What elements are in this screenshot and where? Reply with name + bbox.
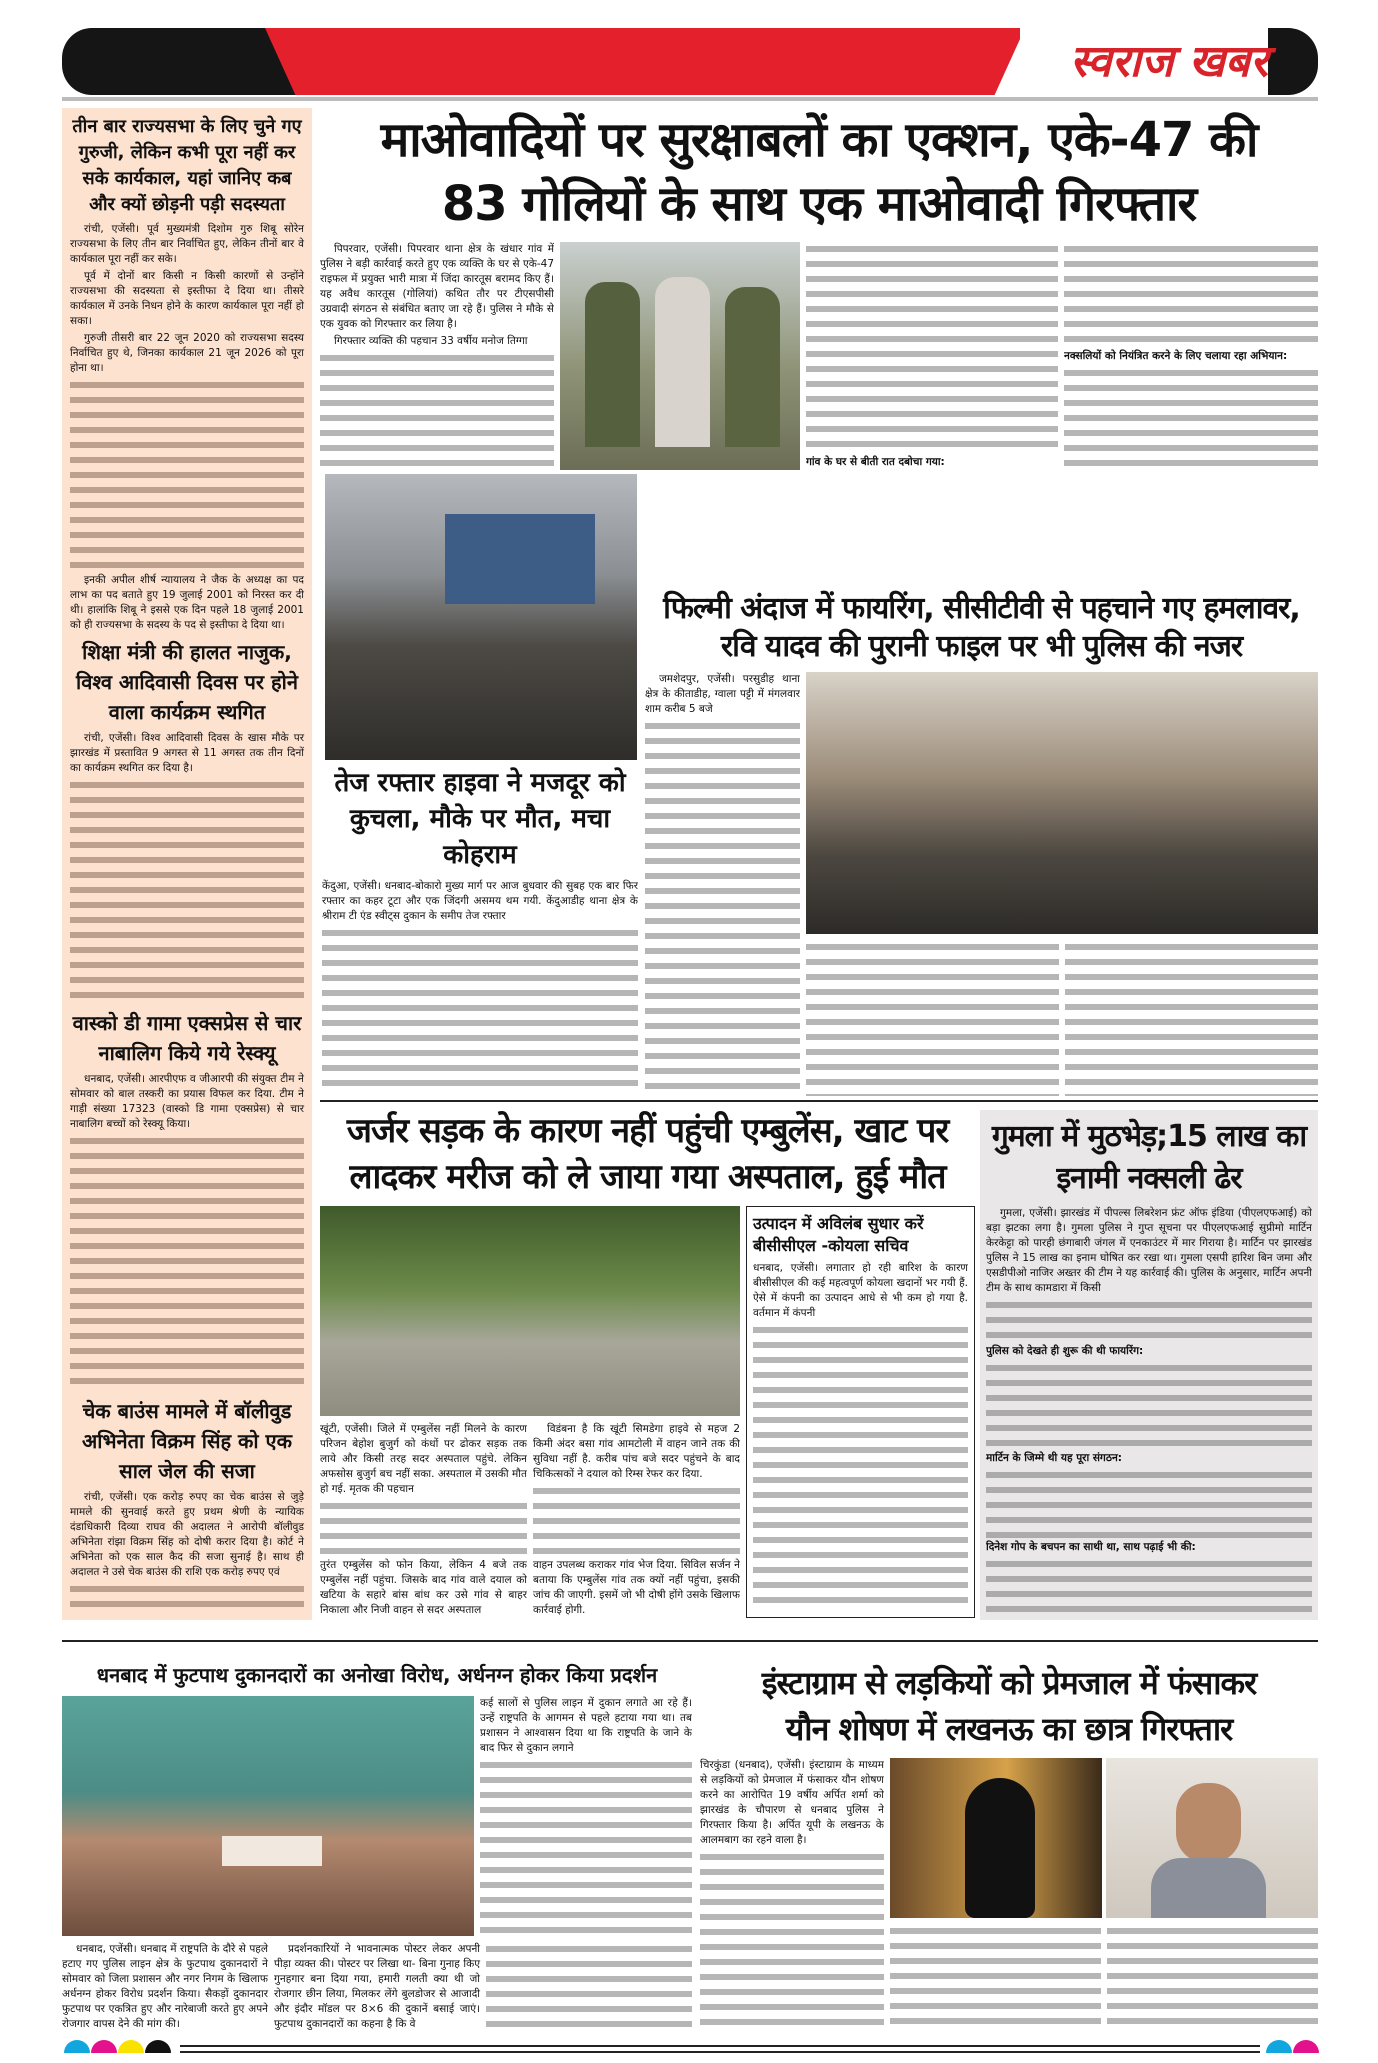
arrested-maoist-photo xyxy=(560,242,800,470)
headline-line: जर्जर सड़क के कारण नहीं पहुंची एम्बुलेंस, खाट पर xyxy=(346,1111,949,1151)
registration-mark-magenta xyxy=(1293,2040,1319,2053)
paragraph: धनबाद, एजेंसी। आरपीएफ व जीआरपी की संयुक्त टीम ने सोमवार को बाल तस्करी का प्रयास विफल कर दिया. टीम ने गाड़ी संख्या 17323 (वास्को डि गामा एक्सप्रेस) से चार नाबालिग बच्चों को रेस्क्यू किया। xyxy=(70,1072,304,1130)
paragraph: पूर्व में दोनों बार किसी न किसी कारणों से उन्होंने राज्यसभा की सदस्यता से इस्तीफा दे दिया था। तीसरे कार्यकाल में उनके निधन होने के कारण कार्यकाल पूरा नहीं हो सका। xyxy=(70,270,304,327)
text-lines xyxy=(986,1298,1312,1342)
highway-story xyxy=(322,765,638,1095)
text-lines xyxy=(480,1758,692,1936)
story-headline xyxy=(320,1108,975,1200)
story-headline: तीन बार राज्यसभा के लिए चुने गए गुरुजी, लेकिन कभी पूरा नहीं कर सके कार्यकाल, यहां जानिए कब और क्यों छोड़नी पड़ी सदस्यता xyxy=(72,116,302,215)
headline-line: यौन शोषण में लखनऊ का छात्र गिरफ्तार xyxy=(785,1710,1233,1748)
paragraph: धनबाद, एजेंसी। लगातार हो रही बारिश के कारण बीसीसीएल की कई महत्वपूर्ण कोयला खदानों भर गयी हैं. ऐसे में कंपनी का उत्पादन आधे से भी कम हो गया है. वर्तमान में कंपनी xyxy=(753,1262,968,1319)
paragraph: तुरंत एम्बुलेंस को फोन किया, लेकिन 4 बजे तक एम्बुलेंस नहीं पहुंचा. जिसके बाद गांव वाले दयाल को खटिया के सहारे बांस बांध कर उसे गांव से बाहर निकाला और निजी वाहन से सदर अस्पताल xyxy=(320,1559,527,1616)
story-headline: धनबाद में फुटपाथ दुकानदारों का अनोखा विरोध, अर्धनग्न होकर किया प्रदर्शन xyxy=(96,1663,658,1687)
headline-line: माओवादियों पर सुरक्षाबलों का एक्शन, एके-47 की xyxy=(380,112,1258,168)
paragraph: जमशेदपुर, एजेंसी। परसुडीह थाना क्षेत्र के कीताडीह, ग्वाला पट्टी में मंगलवार शाम करीब 5 बजे xyxy=(645,673,800,715)
story-body xyxy=(486,1942,692,2032)
main-story xyxy=(320,108,1318,470)
text-lines xyxy=(533,1484,740,1556)
registration-mark-yellow xyxy=(118,2040,144,2053)
box-body xyxy=(753,1261,968,1611)
subhead: गांव के घर से बीती रात दबोचा गया: xyxy=(806,456,945,468)
story-body xyxy=(70,222,304,633)
text-lines xyxy=(806,242,1058,453)
story-body xyxy=(480,1696,692,1936)
headline-line: रवि यादव की पुरानी फाइल पर भी पुलिस की नजर xyxy=(720,629,1243,664)
story-headline xyxy=(700,1660,1318,1752)
paragraph: वाहन उपलब्ध कराकर गांव भेज दिया. सिविल सर्जन ने बताया कि एम्बुलेंस गांव तक क्यों नहीं पहुंचा, इसकी जांच की जाएगी. इसमें जो भी दोषी होंगे उसके खिलाफ कार्रवाई होगी. xyxy=(533,1559,740,1616)
story-headline: गुमला में मुठभेड़;15 लाख का इनामी नक्सली ढेर xyxy=(991,1119,1307,1196)
story-body xyxy=(890,1924,1101,2032)
text-lines xyxy=(322,926,638,1095)
silhouette-photo xyxy=(890,1758,1102,1918)
story-body xyxy=(1065,940,1318,1096)
subhead: दिनेश गोप के बचपन का साथी था, साथ पढ़ाई भी की: xyxy=(986,1540,1196,1553)
headline-line: फिल्मी अंदाज में फायरिंग, सीसीटीवी से पहचाने गए हमलावर, xyxy=(663,591,1300,626)
paragraph: गुरुजी तीसरी बार 22 जून 2020 को राज्यसभा सदस्य निर्वाचित हुए थे, जिनका कार्यकाल 21 जून 2026 को पूरा होना था। xyxy=(70,332,304,374)
story-body xyxy=(274,1942,480,2032)
headline-line: 83 गोलियों के साथ एक माओवादी गिरफ्तार xyxy=(441,176,1197,232)
text-lines xyxy=(645,719,800,1096)
protest-photo xyxy=(62,1696,474,1936)
text-lines xyxy=(70,1582,304,1614)
story-body xyxy=(533,1422,740,1618)
paragraph: कई सालों से पुलिस लाइन में दुकान लगाते आ रहे हैं। उन्हें राष्ट्रपति के आगमन से पहले हटाया गया था। तब प्रशासन ने आश्वासन दिया था कि राष्ट्रपति के जाने के बाद फिर से दुकान लगाने xyxy=(480,1697,692,1754)
damaged-road-photo xyxy=(320,1206,740,1416)
text-lines xyxy=(70,378,304,571)
story-headline: तेज रफ्तार हाइवा ने मजदूर को कुचला, मौके पर मौत, मचा कोहराम xyxy=(334,768,626,870)
text-lines xyxy=(986,1557,1312,1614)
story-body xyxy=(700,1758,884,2032)
text-lines xyxy=(986,1361,1312,1449)
paragraph: खूंटी, एजेंसी। जिले में एम्बुलेंस नहीं मिलने के कारण परिजन बेहोश बुजुर्ग को कंधों पर ढोकर सड़क तक लाये और किसी तरह सदर अस्पताल पहुंचे. लेकिन अफसोस बुजुर्ग बच नहीं सका. अस्पताल में उसकी मौत हो गई. मृतक की पहचान xyxy=(320,1423,527,1495)
paragraph: केंदुआ, एजेंसी। धनबाद-बोकारो मुख्य मार्ग पर आज बुधवार की सुबह एक बार फिर रफ्तार का कहर टूटा और एक जिंदगी असमय थम गयी. केंदुआडीह थाना क्षेत्र के श्रीराम टी एंड स्वीट्स दुकान के समीप तेज रफ्तार xyxy=(322,880,638,922)
masthead-rule xyxy=(62,97,1318,101)
paragraph: रांची, एजेंसी। एक करोड़ रुपए का चेक बाउंस से जुड़े मामले की सुनवाई करते हुए प्रथम श्रेणी के न्यायिक दंडाधिकारी दिव्या राघव की अदालत ने आरोपी बॉलीवुड अभिनेता रांझा विक्रम सिंह को दोषी करार दिया है। कोर्ट ने अभिनेता को एक साल कैद की सजा सुनाई है। साथ ही अदालत ने उसे चेक बाउंस की राशि एक करोड़ रुपए एवं xyxy=(70,1490,304,1578)
subhead: पुलिस को देखते ही शुरू की थी फायरिंग: xyxy=(986,1344,1144,1357)
text-lines xyxy=(320,351,554,470)
headline-line: लादकर मरीज को ले जाया गया अस्पताल, हुई मौत xyxy=(349,1157,946,1197)
paragraph: गिरफ्तार व्यक्ति की पहचान 33 वर्षीय मनोज तिग्गा xyxy=(334,335,528,347)
text-lines xyxy=(1064,242,1318,347)
text-lines xyxy=(70,778,304,1004)
story-body xyxy=(986,1206,1312,1614)
registration-mark-black xyxy=(145,2040,171,2053)
subhead: नक्सलियों को नियंत्रित करने के लिए चलाया रहा अभियान: xyxy=(1064,349,1288,362)
paragraph: प्रदर्शनकारियों ने भावनात्मक पोस्टर लेकर अपनी पीड़ा व्यक्त की। पोस्टर पर लिखा था- बिना गुनाह किए गुनहगार बना दिया गया, हमारी गलती क्या थी जो रोजगार छीन लिया, मिलकर लेंगे बुलडोजर से आजादी और इंदौर मॉडल पर 8×6 की दुकानें बसाई जाएं। फुटपाथ दुकानदारों का कहना है कि वे xyxy=(274,1943,480,2030)
main-story-col4 xyxy=(1064,242,1318,470)
hospital-crowd-photo xyxy=(806,672,1318,934)
text-lines xyxy=(320,1499,527,1556)
box-headline: उत्पादन में अविलंब सुधार करें बीसीसीएल -कोयला सचिव xyxy=(753,1214,924,1255)
divider xyxy=(62,1640,1318,1642)
registration-mark-magenta xyxy=(91,2040,117,2053)
main-story-col1 xyxy=(320,242,554,470)
instagram-story xyxy=(700,1660,1318,2032)
registration-mark-cyan xyxy=(64,2040,90,2053)
highway-accident-photo xyxy=(325,474,637,760)
story-body xyxy=(806,940,1059,1096)
paragraph: इनकी अपील शीर्ष न्यायालय ने जैक के अध्यक्ष का पद लाभ का पद बताते हुए 19 जुलाई 2001 को निरस्त कर दी थी। हालांकि शिबू ने इससे एक दिन पहले 18 जुलाई 2001 को ही राज्यसभा के सदस्य के पद से इस्तीफा दे दिया था। xyxy=(70,574,304,632)
firing-story xyxy=(645,590,1318,1096)
footer-rule xyxy=(180,2045,1260,2053)
story-body xyxy=(322,879,638,1095)
divider xyxy=(320,1100,1318,1102)
paragraph: पिपरवार, एजेंसी। पिपरवार थाना क्षेत्र के खंधार गांव में पुलिस ने बड़ी कार्रवाई करते हुए एक व्यक्ति के घर से एके-47 राइफल में प्रयुक्त भारी मात्रा में जिंदा कारतूस बरामद किए हैं। यह अवैध कारतूस (गोलियां) कथित तौर पर टीएसपीसी उग्रवादी संगठन से संबंधित बताए जा रहे हैं। पुलिस ने मौके से एक युवक को गिरफ्तार कर लिया है। xyxy=(320,243,554,330)
story-body xyxy=(645,672,800,1096)
masthead-red-band xyxy=(265,28,1025,95)
paragraph: विडंबना है कि खूंटी सिमडेगा हाइवे से महज 2 किमी अंदर बसा गांव आमटोली में वाहन जाने तक की सुविधा नहीं है. करीब पांच बजे सदर पहुंचने के बाद चिकित्सकों ने दयाल को रिम्स रेफर कर दिया. xyxy=(533,1423,740,1480)
gumla-story-box xyxy=(980,1110,1318,1620)
text-lines xyxy=(70,1134,304,1392)
newspaper-logo: स्वराज खबर xyxy=(1069,36,1268,87)
story-body xyxy=(70,1490,304,1614)
story-headline: चेक बाउंस मामले में बॉलीवुड अभिनेता विक्रम सिंह को एक साल जेल की सजा xyxy=(82,1398,292,1483)
text-lines xyxy=(753,1323,968,1611)
paragraph: चिरकुंडा (धनबाद), एजेंसी। इंस्टाग्राम के माध्यम से लड़कियों को प्रेमजाल में फंसाकर यौन शोषण करने का आरोपित 19 वर्षीय अर्पित शर्मा को झारखंड के चौपारण से धनबाद पुलिस ने गिरफ्तार किया है। अर्पित यूपी के लखनऊ के आलमबाग का रहने वाला है। xyxy=(700,1759,884,1846)
story-headline xyxy=(645,590,1318,666)
main-story-col3 xyxy=(806,242,1058,470)
paragraph: धनबाद, एजेंसी। धनबाद में राष्ट्रपति के दौरे से पहले हटाए गए पुलिस लाइन क्षेत्र के फुटपाथ दुकानदारों ने सोमवार को जिला प्रशासन और नगर निगम के खिलाफ अर्धनग्न होकर विरोध प्रदर्शन किया। सैकड़ों दुकानदार फुटपाथ पर एकत्रित हुए और नारेबाजी करते हुए अपने रोजगार वापस देने की मांग की। xyxy=(62,1943,268,2030)
story-body xyxy=(70,1072,304,1392)
story-body xyxy=(70,731,304,1004)
paragraph: रांची, एजेंसी। पूर्व मुख्यमंत्री दिशोम गुरु शिबू सोरेन राज्यसभा के लिए तीन बार निर्वाचित हुए, लेकिन तीनों बार वे कार्यकाल पूरा नहीं कर सके। xyxy=(70,223,304,265)
left-column xyxy=(62,108,312,1620)
story-headline: शिक्षा मंत्री की हालत नाजुक, विश्व आदिवासी दिवस पर होने वाला कार्यक्रम स्थगित xyxy=(76,640,298,725)
main-headline xyxy=(320,108,1318,236)
accused-photo xyxy=(1106,1758,1318,1918)
registration-mark-cyan xyxy=(1266,2040,1292,2053)
paragraph: गुमला, एजेंसी। झारखंड में पीपल्स लिबरेशन फ्रंट ऑफ इंडिया (पीएलएफआई) को बड़ा झटका लगा है। गुमला पुलिस ने गुप्त सूचना पर पीएलएफआई सुप्रीमो मार्टिन केरकेट्टा को पारही छंगाबारी जंगल में एनकाउंटर में मार गिराया है। मार्टिन पर झारखंड पुलिस ने 15 लाख का इनाम घोषित कर रखा था। गुमला एसपी हारिश बिन जमा और एसडीपीओ नाजिर अख्तर की टीम ने यह कार्रवाई की। पुलिस के अनुसार, मार्टिन अपनी टीम के साथ कामडारा में किसी xyxy=(986,1207,1312,1294)
ambulance-story xyxy=(320,1108,975,1618)
text-lines xyxy=(986,1468,1312,1538)
story-body xyxy=(1107,1924,1318,2032)
text-lines xyxy=(1064,366,1318,471)
coal-secretary-box xyxy=(746,1206,975,1618)
story-body xyxy=(320,1422,527,1618)
text-lines xyxy=(700,1850,884,2032)
story-headline: वास्को डी गामा एक्सप्रेस से चार नाबालिग किये गये रेस्क्यू xyxy=(72,1010,302,1065)
paragraph: रांची, एजेंसी। विश्व आदिवासी दिवस के खास मौके पर झारखंड में प्रस्तावित 9 अगस्त से 11 अगस्त तक तीन दिनों का कार्यक्रम स्थगित कर दिया है। xyxy=(70,732,304,775)
headline-line: इंस्टाग्राम से लड़कियों को प्रेमजाल में फंसाकर xyxy=(761,1664,1257,1702)
subhead: मार्टिन के जिम्मे थी यह पूरा संगठन: xyxy=(986,1451,1122,1464)
footpath-story xyxy=(62,1660,692,2032)
story-body xyxy=(62,1942,268,2032)
